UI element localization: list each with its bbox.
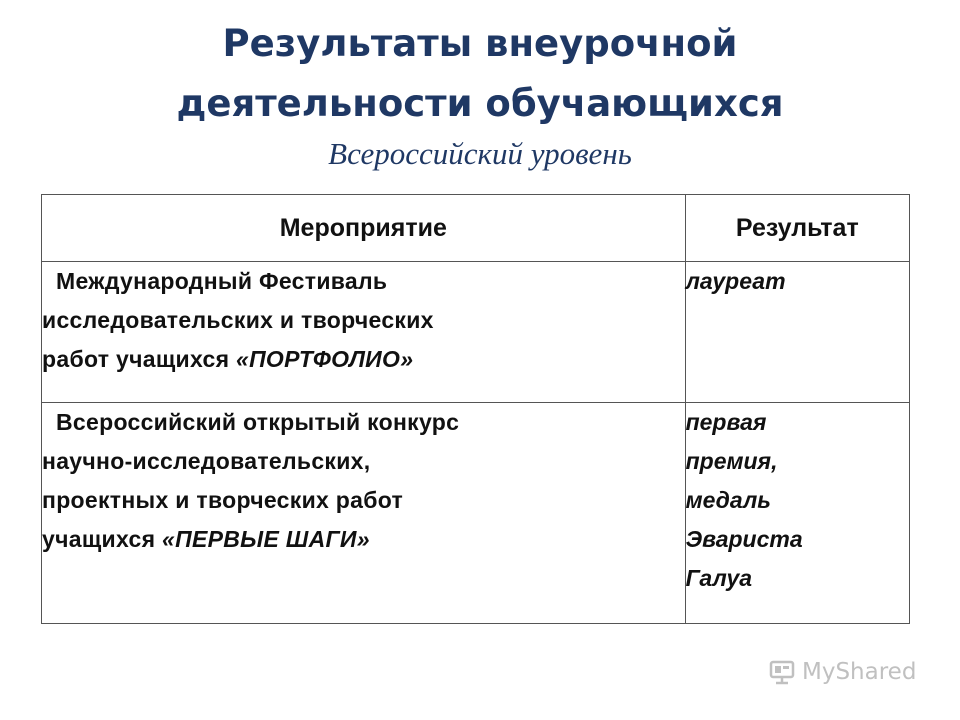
watermark-text: MyShared: [802, 659, 917, 685]
event-line: [42, 340, 685, 379]
event-cell: [42, 403, 686, 624]
table-row: [42, 403, 910, 624]
result-line: Эвариста: [685, 526, 803, 552]
event-cell: [42, 262, 686, 403]
event-line: проектных и творческих работ: [42, 487, 404, 513]
event-line: Международный Фестиваль: [56, 268, 388, 294]
result-line: медаль: [685, 487, 771, 513]
event-line: научно-исследовательских,: [42, 448, 371, 474]
event-name: «ПЕРВЫЕ ШАГИ»: [162, 526, 370, 552]
event-text: учащихся: [42, 526, 163, 552]
event-line: исследовательских и творческих: [42, 307, 434, 333]
result-cell: [685, 262, 909, 403]
header-result: Результат: [685, 195, 909, 262]
result-line: первая: [685, 409, 767, 435]
event-line: [42, 520, 685, 559]
table-row: [42, 262, 910, 403]
table-header-row: [42, 195, 910, 262]
result-line: премия,: [685, 448, 778, 474]
results-table: [41, 194, 910, 624]
event-line: Всероссийский открытый конкурс: [56, 409, 460, 435]
slide-title-line-1: Результаты внеурочной: [222, 22, 738, 65]
event-name: «ПОРТФОЛИО»: [235, 346, 414, 372]
presentation-screen-icon: [768, 658, 796, 686]
slide-title-line-2: деятельности обучающихся: [176, 82, 784, 125]
slide-title: [0, 14, 960, 134]
event-text: работ учащихся: [42, 346, 236, 372]
result-line: Галуа: [685, 565, 753, 591]
result-line: лауреат: [685, 268, 786, 294]
result-cell: [685, 403, 909, 624]
watermark-logo: [768, 657, 916, 687]
header-event: Мероприятие: [42, 195, 686, 262]
slide-subtitle: Всероссийский уровень: [328, 136, 632, 171]
